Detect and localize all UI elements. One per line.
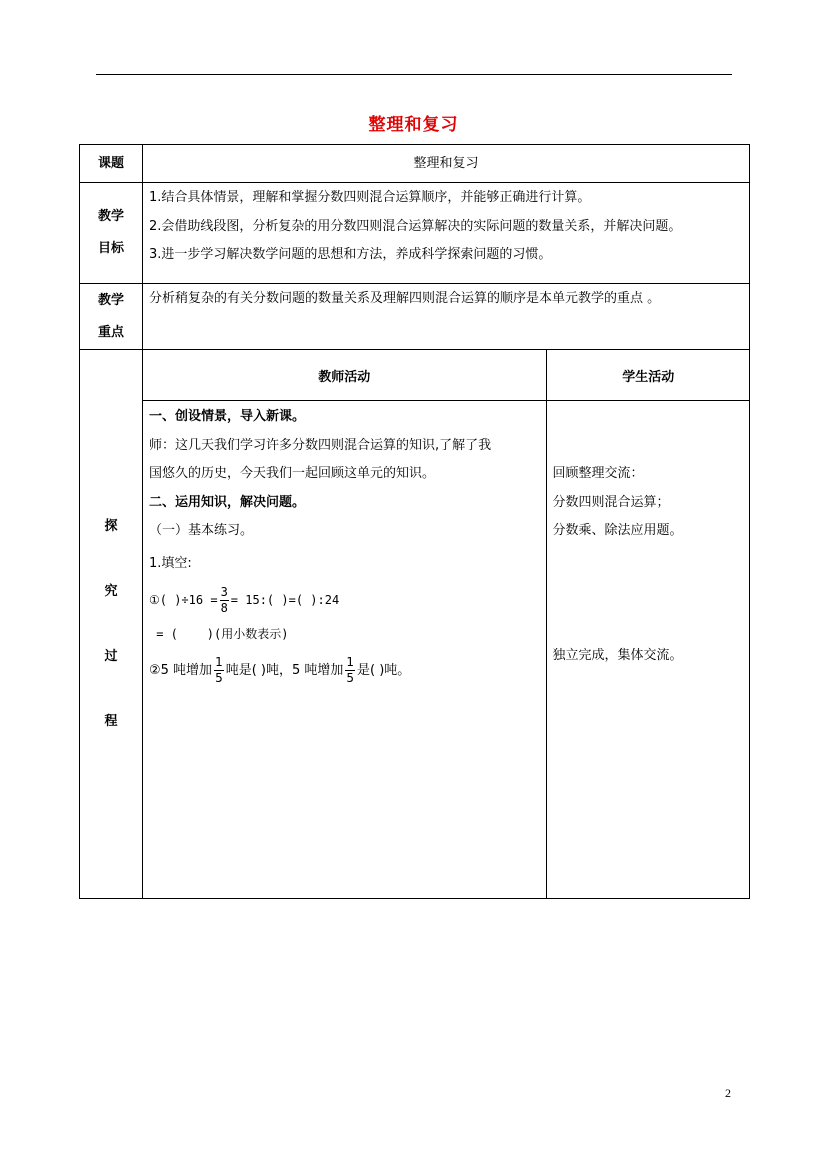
q1a-text-1: ①( )÷16 =	[149, 593, 218, 607]
section1-heading: 一、创设情景，导入新课。	[149, 409, 306, 424]
process-label	[80, 350, 143, 899]
basic-practice-heading: （一）基本练习。	[149, 523, 254, 538]
q2-text-3: 是( )吨。	[357, 662, 411, 678]
objective-item: 3.进一步学习解决数学问题的思想和方法，养成科学探索问题的习惯。	[149, 247, 552, 262]
process-cell	[143, 350, 750, 899]
fraction-one-fifth	[214, 655, 224, 686]
teacher-activity-header: 教师活动	[143, 350, 546, 401]
process-label-char: 程	[104, 714, 118, 729]
fraction-denominator: 8	[220, 601, 228, 615]
process-activities-table	[143, 350, 750, 898]
section1-text: 师：这几天我们学习许多分数四则混合运算的知识,了解了我	[149, 437, 492, 453]
student-activity-line: 回顾整理交流：	[552, 466, 644, 481]
fill-blank-question: 1.填空:	[149, 555, 192, 571]
process-label-char: 究	[104, 584, 118, 599]
student-activity-cell	[546, 401, 750, 899]
q1a-text-2: = 15:( )=( ):24	[230, 593, 340, 607]
fraction-three-eighths	[220, 585, 229, 616]
q2-text-1: ②5 吨增加	[149, 662, 213, 678]
objectives-label-line1: 教学	[97, 209, 124, 224]
fraction-numerator: 1	[346, 654, 355, 669]
process-row	[80, 350, 750, 899]
keypoint-label	[80, 284, 143, 350]
objectives-label	[80, 183, 143, 284]
keypoint-row	[80, 284, 750, 350]
keypoint-text: 分析稍复杂的有关分数问题的数量关系及理解四则混合运算的顺序是本单元教学的重点 。	[149, 291, 661, 306]
page-number: 2	[725, 1086, 731, 1100]
objectives-row	[80, 183, 750, 284]
objectives-cell	[143, 183, 750, 284]
topic-label: 课题	[80, 145, 143, 183]
q2-text-2: 吨是( )吨，5 吨增加	[225, 662, 344, 678]
topic-row	[80, 145, 750, 183]
process-label-char: 过	[104, 649, 118, 664]
fraction-numerator: 1	[215, 654, 223, 669]
student-activity-header: 学生活动	[546, 350, 750, 401]
fraction-denominator: 5	[215, 670, 223, 685]
keypoint-cell	[143, 284, 750, 350]
question-1a-continued: = ( )(用小数表示)	[149, 627, 289, 641]
process-label-char: 探	[104, 519, 118, 534]
section2-heading: 二、运用知识，解决问题。	[149, 494, 306, 510]
keypoint-label-line1: 教学	[97, 292, 124, 308]
question-1b	[143, 651, 546, 691]
document-title: 整理和复习	[368, 115, 459, 135]
objective-item: 1.结合具体情景，理解和掌握分数四则混合运算顺序，并能够正确进行计算。	[149, 190, 591, 205]
student-activity-line: 分数四则混合运算；	[552, 494, 670, 510]
fraction-one-fifth	[345, 655, 355, 686]
fraction-denominator: 5	[346, 670, 355, 685]
objectives-label-line2: 目标	[97, 241, 124, 256]
student-activity-line: 独立完成，集体交流。	[552, 647, 683, 663]
teacher-activity-cell	[143, 401, 546, 899]
header-rule	[96, 74, 732, 75]
question-1a	[143, 580, 546, 620]
section1-text: 国悠久的历史，今天我们一起回顾这单元的知识。	[149, 466, 436, 481]
topic-value: 整理和复习	[143, 145, 750, 183]
lesson-plan-table	[79, 144, 750, 899]
fraction-numerator: 3	[220, 585, 228, 599]
student-activity-line: 分数乘、除法应用题。	[552, 523, 683, 538]
objective-item: 2.会借助线段图，分析复杂的用分数四则混合运算解决的实际问题的数量关系，并解决问题。	[149, 218, 682, 234]
keypoint-label-line2: 重点	[97, 324, 124, 340]
